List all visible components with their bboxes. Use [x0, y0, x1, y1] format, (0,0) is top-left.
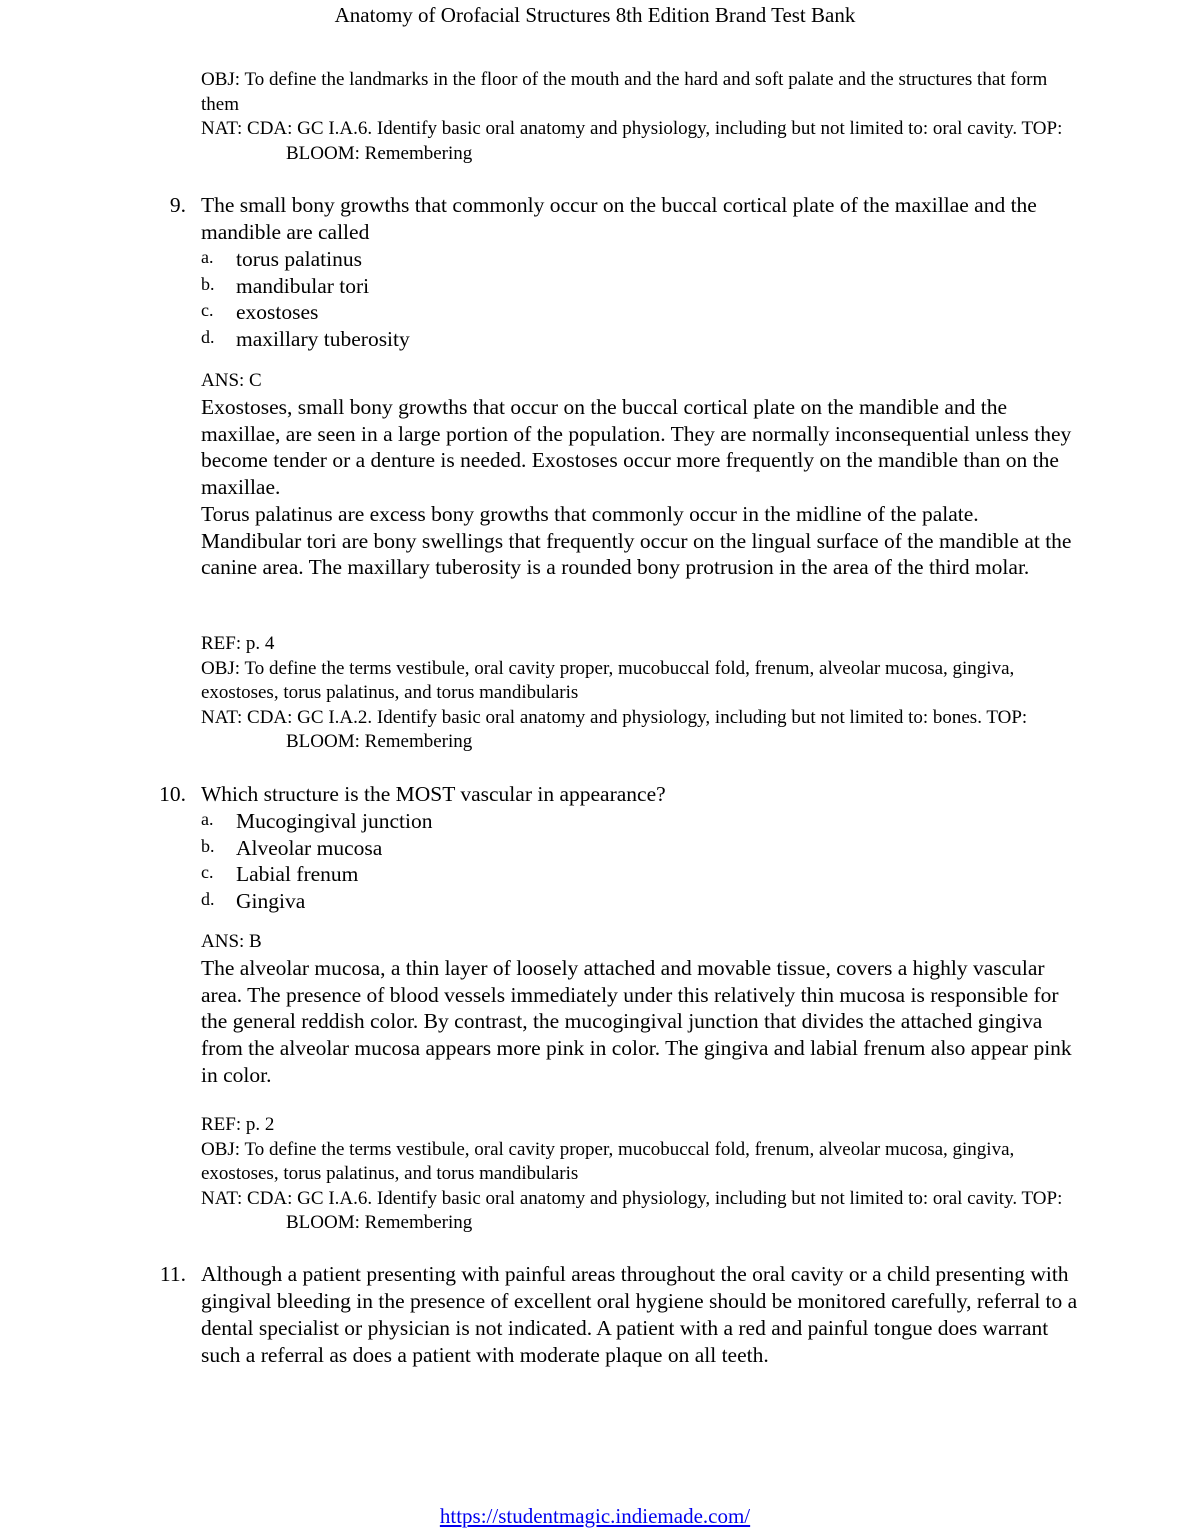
option-letter: a.: [201, 809, 214, 829]
option-text: Labial frenum: [236, 862, 359, 887]
reference-text: REF: p. 2: [201, 1114, 275, 1135]
option-letter: a.: [201, 247, 214, 267]
answer-key: ANS: C: [201, 370, 262, 391]
option-a: [201, 246, 1085, 273]
rationale: [201, 394, 1081, 581]
question-10: [150, 781, 1085, 915]
question-number: 10.: [159, 782, 186, 806]
nat-line: [201, 1187, 1081, 1236]
question-9-meta: [201, 632, 1081, 755]
option-letter: d.: [201, 327, 215, 348]
answer-options: [201, 246, 1085, 353]
objective-text: OBJ: To define the landmarks in the floor of the mouth and the hard and soft palate and the structures that form them: [201, 69, 1048, 115]
option-text: Mucogingival junction: [236, 809, 433, 833]
page-header: Anatomy of Orofacial Structures 8th Edition Brand Test Bank: [334, 3, 856, 27]
question-stem-row: [150, 192, 1085, 246]
option-b: [201, 835, 1085, 862]
page-footer: [0, 1503, 1190, 1529]
question-number: 11.: [159, 1262, 186, 1286]
objective-text: OBJ: To define the terms vestibule, oral cavity proper, mucobuccal fold, frenum, alveolar mucosa, gingiva, exostoses, torus palatinus, and torus mandibularis: [201, 657, 1015, 703]
question-stem-row: [150, 1261, 1085, 1369]
top-label: TOP:: [1021, 118, 1063, 139]
option-c: [201, 861, 1085, 888]
rationale: [201, 955, 1081, 1089]
footer-link[interactable]: https://studentmagic.indiemade.com/: [439, 1504, 751, 1528]
nat-line: [201, 706, 1081, 755]
answer-9: [201, 368, 1081, 581]
answer-10: [201, 929, 1081, 1089]
objective-text: OBJ: To define the terms vestibule, oral cavity proper, mucobuccal fold, frenum, alveolar mucosa, gingiva, exostoses, torus palatinus, and torus mandibularis: [201, 1138, 1015, 1184]
option-c: [201, 299, 1085, 326]
reference-text: REF: p. 4: [201, 633, 275, 654]
option-text: Alveolar mucosa: [236, 835, 383, 860]
option-a: [201, 808, 1085, 835]
nat-line: [201, 117, 1081, 166]
option-letter: c.: [201, 300, 214, 321]
bloom-text: BLOOM: Remembering: [286, 1212, 473, 1233]
rationale-paragraph: Torus palatinus are excess bony growths that commonly occur in the midline of the palate. Mandibular tori are bony swellings that frequently occur on the lingual surface of the mandible at the canine area. The maxillary tuberosity is a rounded bony protrusion in the area of the third molar.: [201, 501, 1072, 580]
option-letter: b.: [201, 273, 215, 294]
option-letter: b.: [201, 835, 215, 856]
nat-text: NAT: CDA: GC I.A.6. Identify basic oral anatomy and physiology, including but not limited to: oral cavity.: [201, 1187, 1018, 1209]
question-stem: Which structure is the MOST vascular in appearance?: [201, 782, 666, 806]
top-label: TOP:: [986, 706, 1028, 728]
answer-options: [201, 808, 1085, 915]
rationale-paragraph: Exostoses, small bony growths that occur on the buccal cortical plate on the mandible and the maxillae, are seen in a large portion of the population. They are normally inconsequential unless they become tender or a denture is needed. Exostoses occur more frequently on the mandible than on the maxillae.: [201, 395, 1072, 500]
question-stem-row: [150, 781, 1085, 808]
question-10-meta: [201, 1113, 1081, 1236]
option-d: [201, 888, 1085, 915]
option-text: exostoses: [236, 300, 319, 325]
question-11: [150, 1261, 1085, 1369]
bloom-text: BLOOM: Remembering: [286, 142, 473, 164]
nat-text: NAT: CDA: GC I.A.2. Identify basic oral anatomy and physiology, including but not limited to: bones.: [201, 706, 982, 728]
prev-question-meta: [201, 68, 1081, 166]
option-letter: d.: [201, 889, 215, 910]
option-text: Gingiva: [236, 889, 306, 914]
option-b: [201, 273, 1085, 300]
option-text: mandibular tori: [236, 273, 370, 298]
top-label: TOP:: [1021, 1187, 1063, 1209]
option-text: maxillary tuberosity: [236, 327, 410, 352]
question-stem: The small bony growths that commonly occur on the buccal cortical plate of the maxillae and the mandible are called: [201, 193, 1037, 244]
question-number: 9.: [169, 193, 186, 217]
rationale-paragraph: The alveolar mucosa, a thin layer of loosely attached and movable tissue, covers a highly vascular area. The presence of blood vessels immediately under this relatively thin mucosa is responsible for the general reddish color. By contrast, the mucogingival junction that divides the attached gingiva from the alveolar mucosa appears more pink in color. The gingiva and labial frenum also appear pink in color.: [201, 956, 1072, 1087]
answer-key: ANS: B: [201, 931, 262, 952]
nat-text: NAT: CDA: GC I.A.6. Identify basic oral anatomy and physiology, including but not limited to: oral cavity.: [201, 118, 1018, 139]
option-text: torus palatinus: [236, 247, 362, 271]
question-stem: Although a patient presenting with painful areas throughout the oral cavity or a child presenting with gingival bleeding in the presence of excellent oral hygiene should be monitored carefully, referral to a dental specialist or physician is not indicated. A patient with a red and painful tongue does warrant such a referral as does a patient with moderate plaque on all teeth.: [201, 1262, 1078, 1367]
option-letter: c.: [201, 862, 214, 883]
option-d: [201, 326, 1085, 353]
question-9: [150, 192, 1085, 353]
bloom-text: BLOOM: Remembering: [286, 731, 473, 752]
